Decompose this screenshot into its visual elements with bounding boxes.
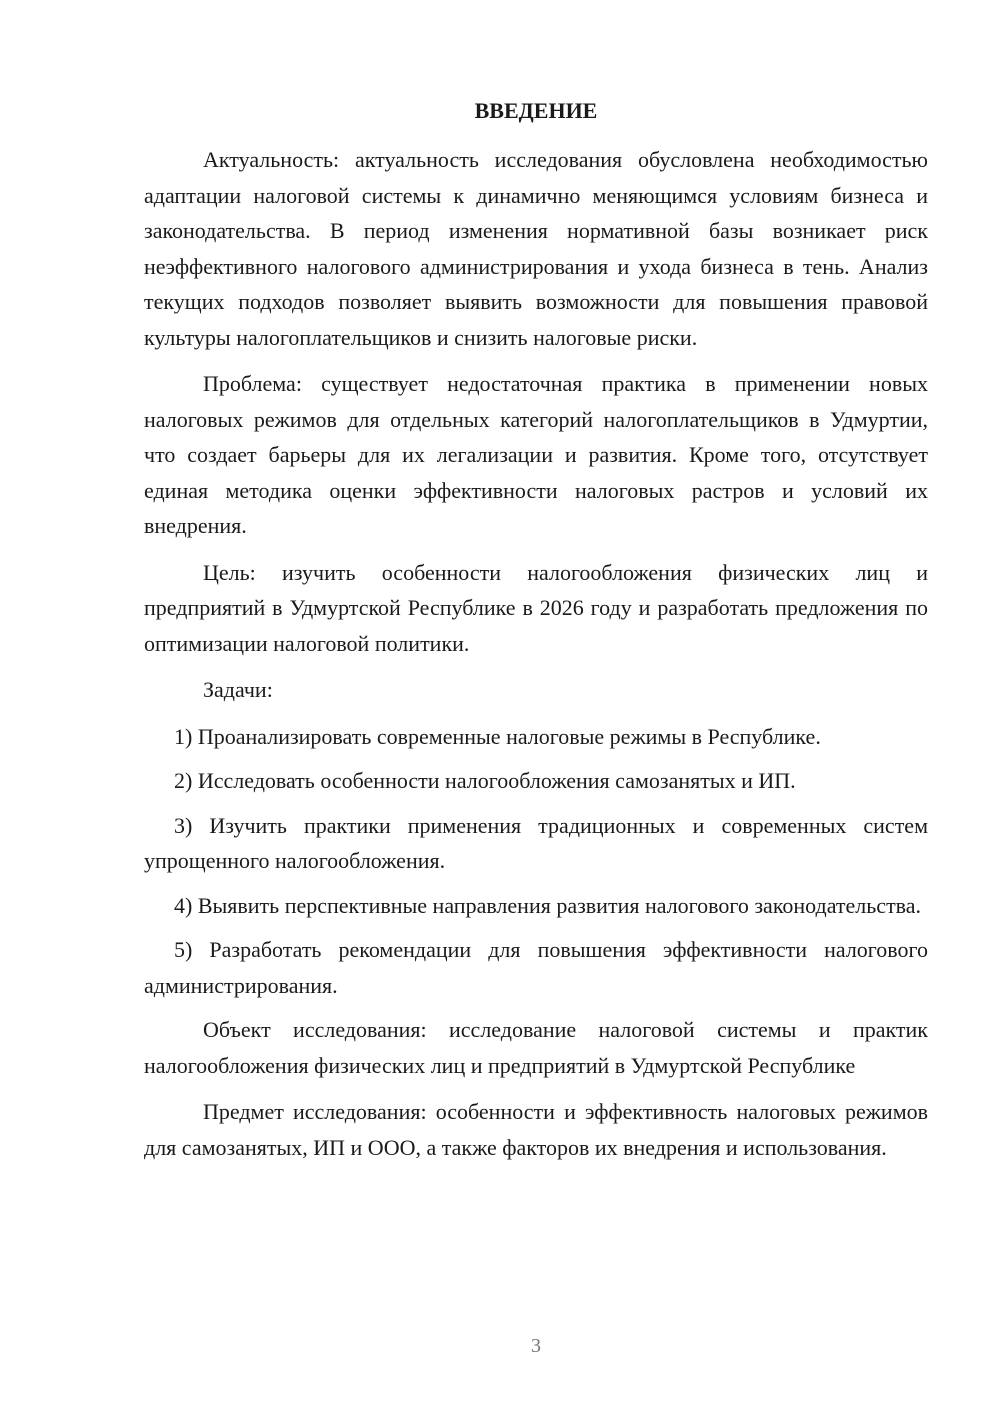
paragraph-relevance: Актуальность: актуальность исследования обусловлена необходимостью адаптации налоговой системы к динамично меняющимся условиям бизнеса и законодательства. В период изменения нормативной базы возникает риск неэффективного налогового администрирования и ухода бизнеса в тень. Анализ текущих подходов позволяет выявить возможности для повышения правовой культуры налогоплательщиков и снизить налоговые риски. — [144, 147, 928, 350]
task-item: 3) Изучить практики применения традиционных и современных систем упрощенного налогообложения. — [144, 812, 928, 873]
paragraph-research-subject: Предмет исследования: особенности и эффективность налоговых режимов для самозанятых, ИП и ООО, а также факторов их внедрения и использования. — [144, 1099, 928, 1160]
paragraph-tasks-heading: Задачи: — [203, 677, 273, 702]
page-title: ВВЕДЕНИЕ — [474, 98, 598, 123]
paragraph-problem: Проблема: существует недостаточная практика в применении новых налоговых режимов для отдельных категорий налогоплательщиков в Удмуртии, что создает барьеры для их легализации и развития. Кроме того, отсутствует единая методика оценки эффективности налоговых растров и условий их внедрения. — [144, 371, 928, 538]
paragraph-research-object: Объект исследования: исследование налоговой системы и практик налогообложения физических лиц и предприятий в Удмуртской Республике — [144, 1017, 928, 1078]
page-number: 3 — [531, 1335, 541, 1357]
task-item: 5) Разработать рекомендации для повышения эффективности налогового администрирования. — [144, 937, 928, 998]
task-item: 4) Выявить перспективные направления развития налогового законодательства. — [174, 892, 922, 918]
task-item: 2) Исследовать особенности налогообложения самозанятых и ИП. — [174, 768, 796, 793]
document-body — [144, 142, 928, 1165]
paragraph-goal: Цель: изучить особенности налогообложения физических лиц и предприятий в Удмуртской Республике в 2026 году и разработать предложения по оптимизации налоговой политики. — [144, 559, 928, 656]
task-item: 1) Проанализировать современные налоговые режимы в Республике. — [174, 723, 821, 749]
